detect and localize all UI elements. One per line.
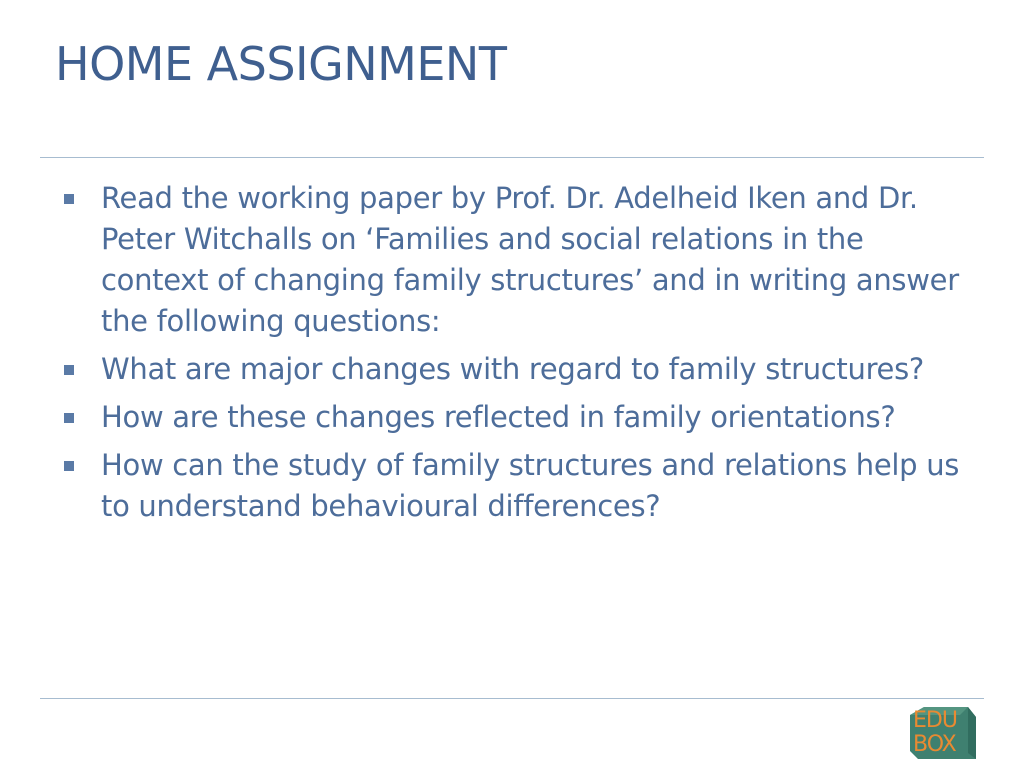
- logo-text-line1: EDU: [913, 708, 957, 733]
- bullet-item-3: [60, 397, 972, 438]
- square-bullet-icon: [64, 413, 74, 423]
- square-bullet-icon: [64, 365, 74, 375]
- logo-text-line2: BOX: [913, 732, 956, 757]
- bottom-divider: [40, 698, 984, 699]
- slide-title: HOME ASSIGNMENT: [55, 37, 507, 91]
- bullet-text-3: How are these changes reflected in family orientations?: [101, 400, 896, 434]
- top-divider: [40, 157, 984, 158]
- bullet-item-1: [60, 178, 972, 342]
- bullet-text-1: Read the working paper by Prof. Dr. Adelheid Iken and Dr. Peter Witchalls on ‘Families and social relations in the context of changing family structures’ and in writing answer the following questions:: [101, 181, 959, 338]
- edubox-logo: [910, 705, 978, 761]
- square-bullet-icon: [64, 194, 74, 204]
- bullet-item-2: [60, 349, 972, 390]
- square-bullet-icon: [64, 461, 74, 471]
- bullet-item-4: [60, 445, 972, 527]
- bullet-text-2: What are major changes with regard to family structures?: [101, 352, 924, 386]
- bullet-text-4: How can the study of family structures and relations help us to understand behavioural differences?: [101, 448, 960, 523]
- bullet-list: [60, 178, 972, 534]
